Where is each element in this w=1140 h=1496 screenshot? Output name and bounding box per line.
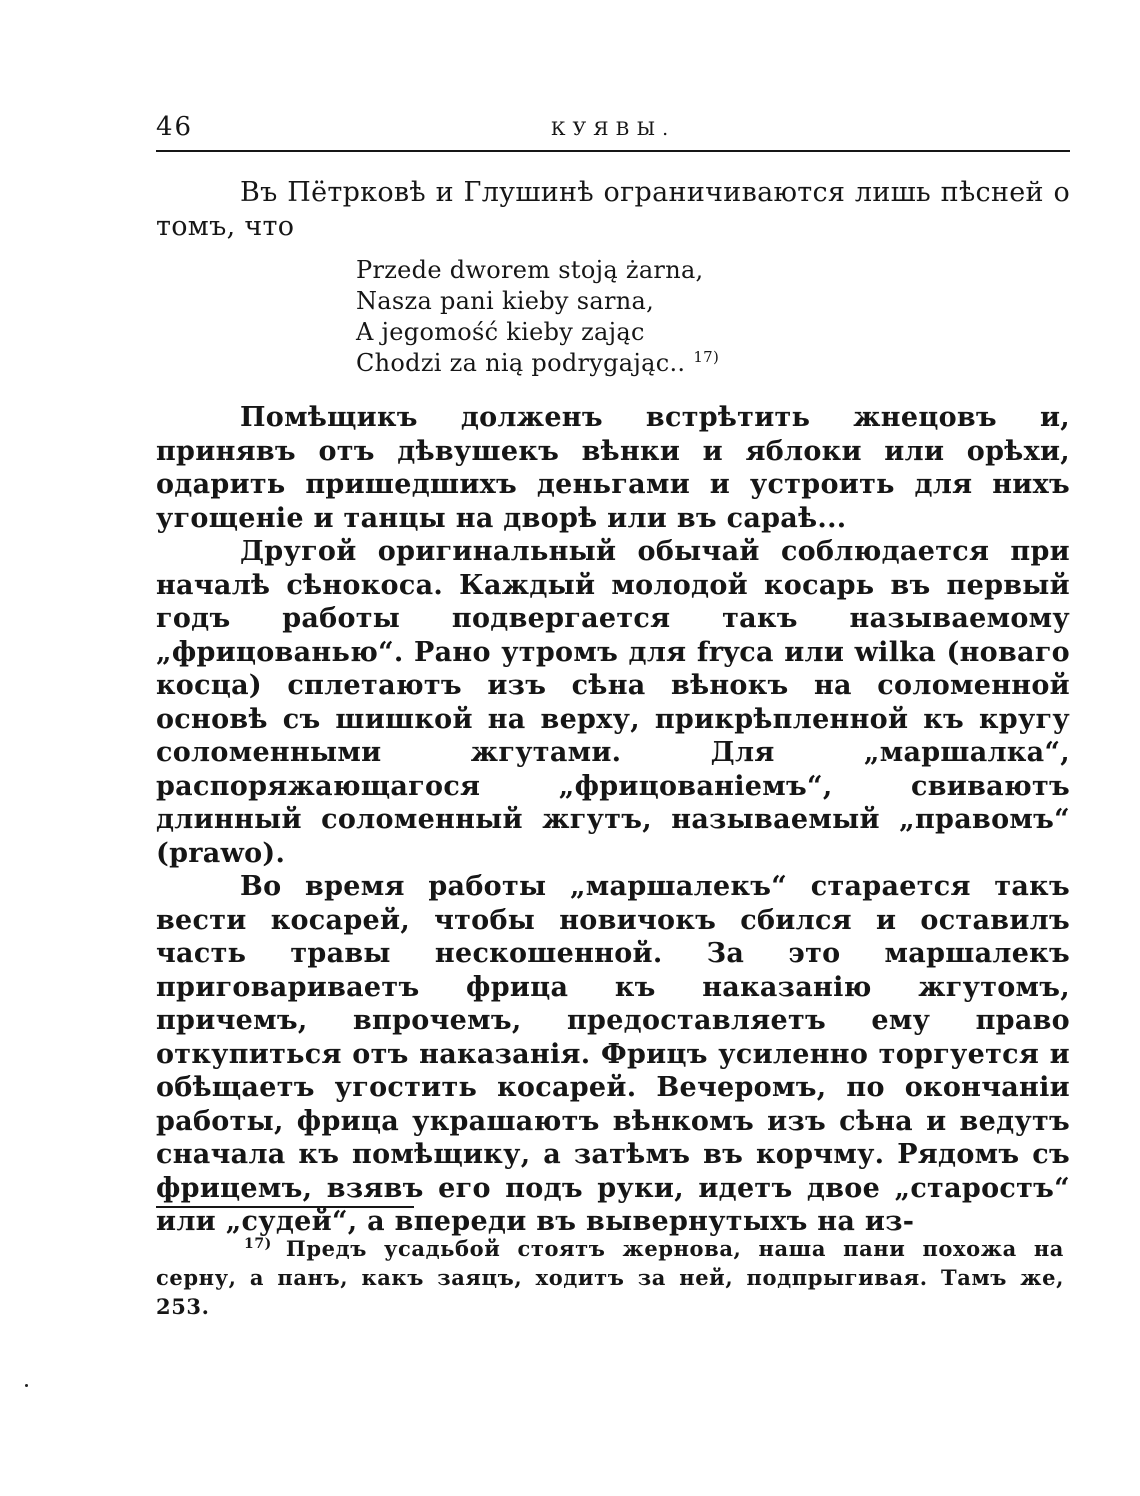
verse-line: Przede dworem stoją żarna, <box>356 256 704 284</box>
verse-line: Nasza pani kieby sarna, <box>356 287 655 315</box>
verse-line-last <box>356 348 1070 379</box>
body-text <box>156 176 1070 1239</box>
verse-line-text: Chodzi za nią podrygając.. <box>356 349 686 377</box>
paragraph-marshal: Во время работы „маршалекъ“ старается такъ вести косарей, чтобы новичокъ сбился и оставилъ часть травы нескошенной. За это маршалекъ приговариваетъ фрица къ наказанію жгутомъ, причемъ, впрочемъ, предоставляетъ ему право откупиться отъ наказанія. Фрицъ усиленно торгуется и обѣщаетъ угостить косарей. Вечеромъ, по окончаніи работы, фрица украшаютъ вѣнкомъ изъ сѣна и ведутъ сначала къ помѣщику, а затѣмъ въ корчму. Рядомъ съ фрицемъ, взявъ его подъ руки, идетъ двое „старостъ“ или „судей“, а впереди въ вывернутыхъ на из- <box>156 871 1070 1237</box>
verse-line: A jegomość kieby zając <box>356 318 645 346</box>
footnote-marker <box>244 1234 272 1263</box>
scan-speck <box>25 1384 28 1387</box>
verse-quote <box>356 255 1070 379</box>
running-title: КУЯВЫ. <box>550 118 676 140</box>
footnote-number: 17) <box>244 1236 272 1252</box>
footnote-reference[interactable]: 17) <box>693 348 720 366</box>
intro-paragraph: Въ Пётрковѣ и Глушинѣ ограничиваются лишь пѣсней о томъ, что <box>156 177 1070 242</box>
paragraph-landowner: Помѣщикъ долженъ встрѣтить жнецовъ и, принявъ отъ дѣвушекъ вѣнки и яблоки или орѣхи, одарить пришедшихъ деньгами и устроить для нихъ угощеніе и танцы на дворѣ или въ сараѣ... <box>156 402 1070 534</box>
page-header <box>156 108 1070 152</box>
paragraph-haymaking-custom: Другой оригинальный обычай соблюдается при началѣ сѣнокоса. Каждый молодой косарь въ первый годъ работы подвергается такъ называемому „фрицованью“. Рано утромъ для fryca или wilka (новаго косца) сплетаютъ изъ сѣна вѣнокъ на соломенной основѣ съ шишкой на верху, прикрѣпленной къ кругу соломенными жгутами. Для „маршалка“, распоряжающагося „фрицованіемъ“, свиваютъ длинный соломенный жгутъ, называемый „правомъ“ (prawo). <box>156 536 1070 869</box>
footnote-divider <box>156 1206 414 1208</box>
footnote <box>156 1234 1064 1321</box>
book-page <box>156 108 1070 1239</box>
footnote-text: Предъ усадьбой стоятъ жернова, наша пани похожа на серну, а панъ, какъ заяцъ, ходитъ за ней, подпрыгивая. Тамъ же, 253. <box>156 1236 1064 1319</box>
page-number: 46 <box>156 112 194 142</box>
